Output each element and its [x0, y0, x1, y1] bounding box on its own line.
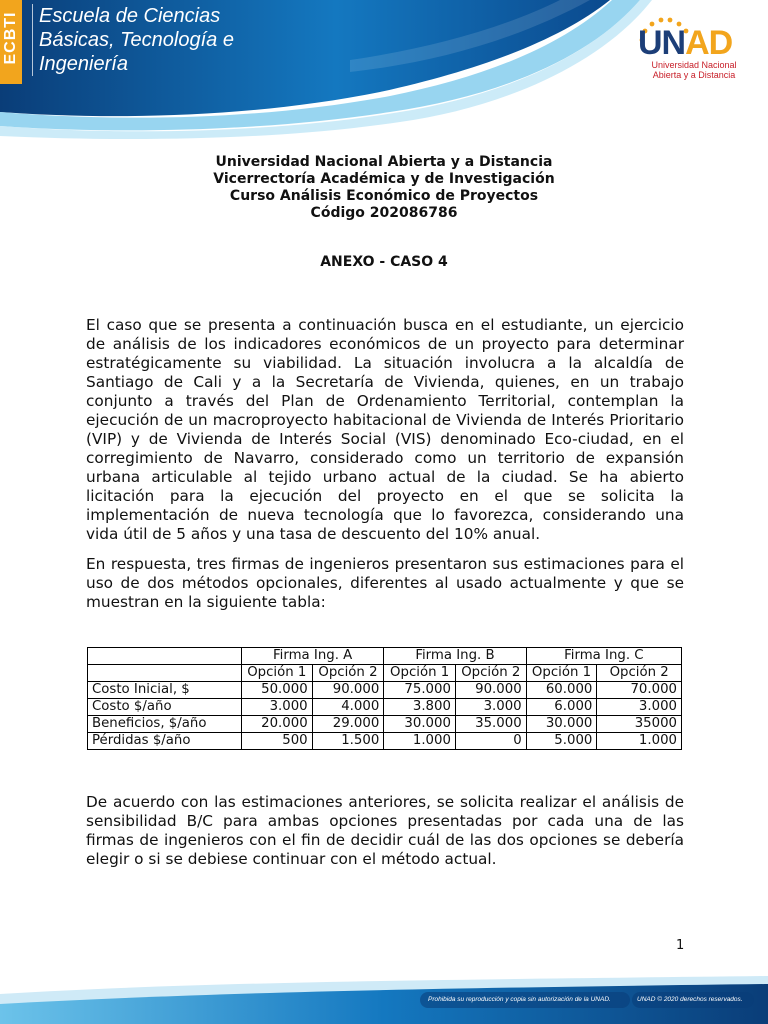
row-label: Beneficios, $/año	[88, 716, 242, 733]
table-cell: 90.000	[312, 682, 384, 699]
footer-copyright: UNAD © 2020 derechos reservados.	[637, 996, 743, 1003]
logo-subtitle-line: Universidad Nacional	[651, 60, 737, 70]
school-line: Ingeniería	[39, 53, 128, 75]
logo-word-ad: AD	[685, 24, 733, 62]
annex-title: ANEXO - CASO 4	[320, 254, 448, 270]
table-row	[88, 699, 682, 716]
school-name	[32, 4, 234, 76]
row-label: Costo $/año	[88, 699, 242, 716]
table-option-row	[88, 665, 682, 682]
title-line: Código 202086786	[310, 205, 458, 221]
option-header: Opción 2	[312, 665, 384, 682]
footer-copy-notice: Prohibida su reproducción y copia sin autorización de la UNAD.	[428, 996, 611, 1003]
table-row	[88, 682, 682, 699]
estimates-table	[87, 647, 682, 750]
table-cell: 6.000	[526, 699, 597, 716]
table-row	[88, 716, 682, 733]
table-cell: 60.000	[526, 682, 597, 699]
school-line: Escuela de Ciencias	[39, 5, 221, 27]
table-cell: 5.000	[526, 733, 597, 750]
header-banner	[0, 0, 768, 140]
page-number: 1	[676, 938, 685, 953]
table-cell: 70.000	[597, 682, 682, 699]
unad-logo	[634, 16, 752, 96]
case-paragraph: El caso que se presenta a continuación busca en el estudiante, un ejercicio de análisis de los indicadores económicos de un proyecto para determinar estratégicamente su viabilidad. La situación involucra a la alcaldía de Santiago de Cali y a la Secretaría de Vivienda, quienes, en un trabajo conjunto a través del Plan de Ordenamiento Territorial, contemplan la ejecución de un macroproyecto habitacional de Vivienda de Interés Prioritario (VIP) y de Vivienda de Interés Social (VIS) denominado Eco-ciudad, en el corregimiento de Navarro, considerado como un territorio de expansión urbana articulable al tejido urbano actual de la ciudad. Se ha abierto licitación para la ejecución del proyecto en el que se solicita la implementación de nueva tecnología que lo favorezca, considerando una vida útil de 5 años y una tasa de descuento del 10% anual.	[86, 316, 684, 543]
table-cell: 35000	[597, 716, 682, 733]
table-cell: 3.000	[597, 699, 682, 716]
table-cell: 30.000	[384, 716, 456, 733]
table-header-row	[88, 648, 682, 665]
logo-word-un: UN	[638, 24, 686, 62]
request-paragraph: De acuerdo con las estimaciones anteriores, se solicita realizar el análisis de sensibilidad B/C para ambas opciones presentadas por cada una de las firmas de ingenieros con el fin de decidir cuál de las dos opciones se debería elegir o si se debiese continuar con el método actual.	[86, 793, 684, 868]
footer-banner	[0, 974, 768, 1024]
table-corner-cell	[88, 665, 242, 682]
ecbti-label: ECBTI	[2, 11, 19, 65]
table-cell: 0	[455, 733, 526, 750]
table-cell: 3.000	[241, 699, 312, 716]
table-cell: 3.800	[384, 699, 456, 716]
table-cell: 90.000	[455, 682, 526, 699]
table-cell: 1.500	[312, 733, 384, 750]
firm-header: Firma Ing. A	[241, 648, 383, 665]
title-line: Universidad Nacional Abierta y a Distancia	[215, 154, 553, 170]
option-header: Opción 1	[384, 665, 456, 682]
table-cell: 1.000	[597, 733, 682, 750]
table-corner-cell	[88, 648, 242, 665]
table-cell: 75.000	[384, 682, 456, 699]
logo-subtitle-line: Abierta y a Distancia	[652, 70, 736, 80]
table-row	[88, 733, 682, 750]
title-line: Curso Análisis Económico de Proyectos	[229, 188, 539, 204]
option-header: Opción 2	[455, 665, 526, 682]
option-header: Opción 2	[597, 665, 682, 682]
table-cell: 20.000	[241, 716, 312, 733]
row-label: Pérdidas $/año	[88, 733, 242, 750]
table-cell: 1.000	[384, 733, 456, 750]
table-cell: 3.000	[455, 699, 526, 716]
firm-header: Firma Ing. B	[384, 648, 526, 665]
table-cell: 50.000	[241, 682, 312, 699]
document-title	[0, 154, 768, 222]
firm-header: Firma Ing. C	[526, 648, 681, 665]
table-cell: 4.000	[312, 699, 384, 716]
table-cell: 29.000	[312, 716, 384, 733]
row-label: Costo Inicial, $	[88, 682, 242, 699]
title-line: Vicerrectoría Académica y de Investigación	[213, 171, 555, 187]
option-header: Opción 1	[526, 665, 597, 682]
table-cell: 35.000	[455, 716, 526, 733]
table-cell: 30.000	[526, 716, 597, 733]
table-cell: 500	[241, 733, 312, 750]
logo-wordmark	[638, 26, 732, 60]
logo-subtitle	[634, 60, 754, 80]
response-paragraph: En respuesta, tres firmas de ingenieros presentaron sus estimaciones para el uso de dos métodos opcionales, diferentes al usado actualmente y que se muestran en la siguiente tabla:	[86, 555, 684, 611]
option-header: Opción 1	[241, 665, 312, 682]
school-line: Básicas, Tecnología e	[39, 29, 234, 51]
